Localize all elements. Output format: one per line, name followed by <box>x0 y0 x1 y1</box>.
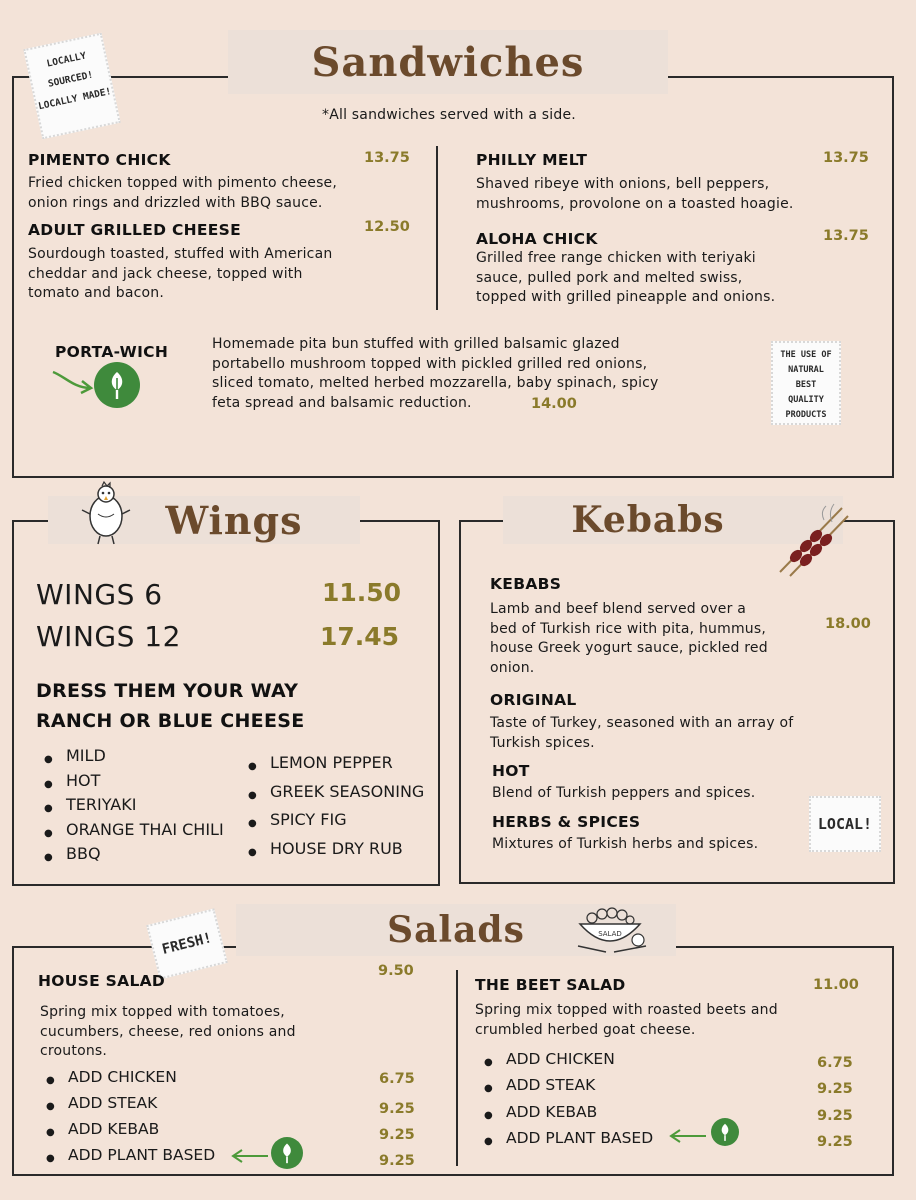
item-desc: Taste of Turkey, seasoned with an array of Turkish spices. <box>490 715 794 751</box>
plant-based-icon <box>271 1137 303 1169</box>
column-divider <box>456 970 458 1166</box>
item-name: HERBS & SPICES <box>492 813 641 831</box>
item-price: 13.75 <box>364 150 410 166</box>
list-item: ● HOUSE DRY RUB <box>242 835 424 864</box>
item-name: PORTA-WICH <box>55 343 169 361</box>
salads-title: Salads <box>236 904 676 956</box>
item-name: ADULT GRILLED CHEESE <box>28 221 242 239</box>
item-price: 9.50 <box>378 963 414 979</box>
item-name: PHILLY MELT <box>476 151 588 169</box>
list-item: ● ADD PLANT BASED 9.25 <box>478 1125 858 1151</box>
item-name: PIMENTO CHICK <box>28 151 171 169</box>
quality-products-stamp: THE USE OF NATURAL BEST QUALITY PRODUCTS <box>771 341 841 425</box>
list-item: ● ADD STEAK 9.25 <box>40 1090 420 1116</box>
arrow-icon <box>668 1128 708 1144</box>
item-name: HOUSE SALAD <box>38 972 166 990</box>
item-price: 11.00 <box>813 977 859 993</box>
list-item: ● BBQ <box>38 842 224 867</box>
skewer-icon <box>776 498 850 578</box>
item-price: 13.75 <box>823 228 869 244</box>
item-price: 12.50 <box>364 219 410 235</box>
item-price: 13.75 <box>823 150 869 166</box>
list-item: ● ADD STEAK 9.25 <box>478 1072 858 1098</box>
item-name: ORIGINAL <box>490 691 577 709</box>
kebabs-title: Kebabs <box>503 496 843 544</box>
item-desc: Shaved ribeye with onions, bell peppers, mushrooms, provolone on a toasted hoagie. <box>476 176 794 212</box>
locally-sourced-stamp: LOCALLY SOURCED! LOCALLY MADE! <box>23 33 120 140</box>
sandwiches-note: *All sandwiches served with a side. <box>322 107 576 123</box>
plant-based-icon <box>94 362 140 408</box>
item-name: ALOHA CHICK <box>476 230 598 248</box>
list-item: ● TERIYAKI <box>38 793 224 818</box>
item-name: KEBABS <box>490 575 562 593</box>
list-item: ● ADD KEBAB 9.25 <box>478 1099 858 1125</box>
wings-title: Wings <box>48 496 360 544</box>
item-price: 14.00 <box>531 396 577 412</box>
list-item: ● ADD CHICKEN 6.75 <box>478 1046 858 1072</box>
item-desc: Lamb and beef blend served over a bed of Turkish rice with pita, hummus, house Greek yogurt sauce, pickled red onion. <box>490 601 768 676</box>
arrow-icon <box>50 366 96 396</box>
item-desc: Sourdough toasted, stuffed with American cheddar and jack cheese, topped with tomato and bacon. <box>28 246 333 301</box>
local-stamp: LOCAL! <box>809 796 881 852</box>
chicken-icon <box>80 480 132 546</box>
flavor-list-right <box>242 749 424 863</box>
item-price: 18.00 <box>825 616 871 632</box>
arrow-icon <box>230 1148 270 1164</box>
plant-based-icon <box>711 1118 739 1146</box>
wings-12-name: WINGS 12 <box>36 620 181 653</box>
list-item: ● MILD <box>38 744 224 769</box>
wings-6-name: WINGS 6 <box>36 578 163 611</box>
list-item: ● GREEK SEASONING <box>242 778 424 807</box>
wings-12-price: 17.45 <box>320 622 400 651</box>
item-name: HOT <box>492 762 530 780</box>
item-desc: Blend of Turkish peppers and spices. <box>492 785 756 801</box>
item-desc: Grilled free range chicken with teriyaki sauce, pulled pork and melted swiss, topped with grilled pineapple and onions. <box>476 250 776 305</box>
wings-6-price: 11.50 <box>322 578 402 607</box>
salad-bowl-icon <box>570 902 650 956</box>
item-desc: Fried chicken topped with pimento cheese, onion rings and drizzled with BBQ sauce. <box>28 175 338 211</box>
list-item: ● ADD PLANT BASED 9.25 <box>40 1142 420 1168</box>
dress-heading: DRESS THEM YOUR WAY RANCH OR BLUE CHEESE <box>36 680 305 732</box>
list-item: ● LEMON PEPPER <box>242 749 424 778</box>
list-item: ● SPICY FIG <box>242 806 424 835</box>
sandwiches-title: Sandwiches <box>228 30 668 94</box>
flavor-list-left <box>38 744 224 867</box>
svg-text:SALAD: SALAD <box>598 930 622 938</box>
item-desc: Mixtures of Turkish herbs and spices. <box>492 836 759 852</box>
fresh-stamp: FRESH! <box>146 908 227 979</box>
item-desc: Spring mix topped with tomatoes, cucumbers, cheese, red onions and croutons. <box>40 1004 296 1059</box>
list-item: ● ADD CHICKEN 6.75 <box>40 1064 420 1090</box>
list-item: ● ADD KEBAB 9.25 <box>40 1116 420 1142</box>
column-divider <box>436 146 438 310</box>
item-name: THE BEET SALAD <box>475 976 626 994</box>
list-item: ● HOT <box>38 769 224 794</box>
item-desc: Homemade pita bun stuffed with grilled balsamic glazed portabello mushroom topped with pickled grilled red onions, sliced tomato, melted herbed mozzarella, baby spinach, spicy feta spread and balsamic reduction. <box>212 336 659 411</box>
list-item: ● ORANGE THAI CHILI <box>38 818 224 843</box>
item-desc: Spring mix topped with roasted beets and crumbled herbed goat cheese. <box>475 1002 778 1038</box>
